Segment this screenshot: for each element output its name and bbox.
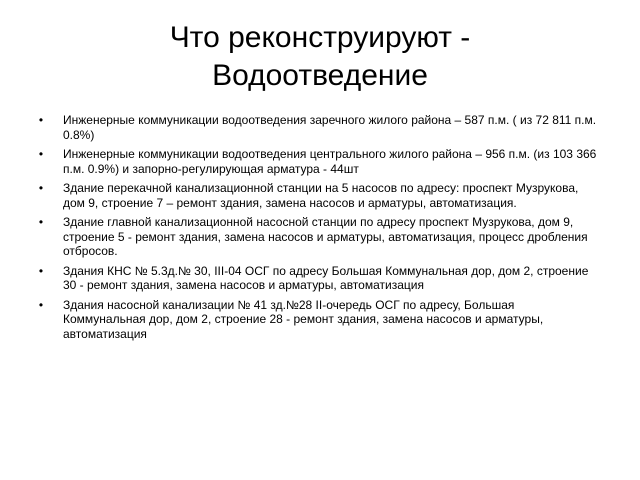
bullet-icon: • [38,113,44,127]
bullet-icon: • [38,147,44,161]
bullet-list [36,113,600,346]
bullet-text-1: Инженерные коммуникации водоотведения заречного жилого района – 587 п.м. ( из 72 811 п.м. 0.8%) [63,113,597,142]
bullet-icon: • [38,263,44,278]
bullet-text-3: Здание перекачной канализационной станции на 5 насосов по адресу: проспект Музрукова, дом 9, строение 7 – ремонт здания, замена насосов и арматуры, автоматизация. [63,181,579,210]
bullet-item-3 [36,181,600,210]
bullet-item-2 [36,147,600,176]
bullet-item-4 [36,215,600,259]
slide-title-line-1: Что реконструируют - [169,21,471,54]
bullet-text-5: Здания КНС № 5.3д.№ 30, III-04 ОСГ по адресу Большая Коммунальная дор, дом 2, строение 30 - ремонт здания, замена насосов и арматуры, автоматизация [63,263,589,292]
bullet-text-2: Инженерные коммуникации водоотведения центрального жилого района – 956 п.м. (из 103 366 п.м. 0.9%) и запорно-регулирующая арматура - 44шт [63,147,597,176]
bullet-item-1 [36,113,600,142]
bullet-icon: • [38,181,44,195]
bullet-item-5 [36,264,600,293]
bullet-text-6: Здания насосной канализации № 41 зд.№28 II-очередь ОСГ по адресу, Большая Коммунальная дор, дом 2, строение 28 - ремонт здания, замена насосов и арматуры, автоматизация [63,297,544,341]
bullet-icon: • [38,215,44,229]
slide-title [40,19,600,95]
bullet-text-4: Здание главной канализационной насосной станции по адресу проспект Музрукова, дом 9, строение 5 - ремонт здания, замена насосов и арматуры, автоматизация, процесс дробления отбросов. [63,215,588,258]
bullet-item-6 [36,298,600,342]
slide-title-line-2: Водоотведение [212,59,428,92]
bullet-icon: • [38,297,44,312]
